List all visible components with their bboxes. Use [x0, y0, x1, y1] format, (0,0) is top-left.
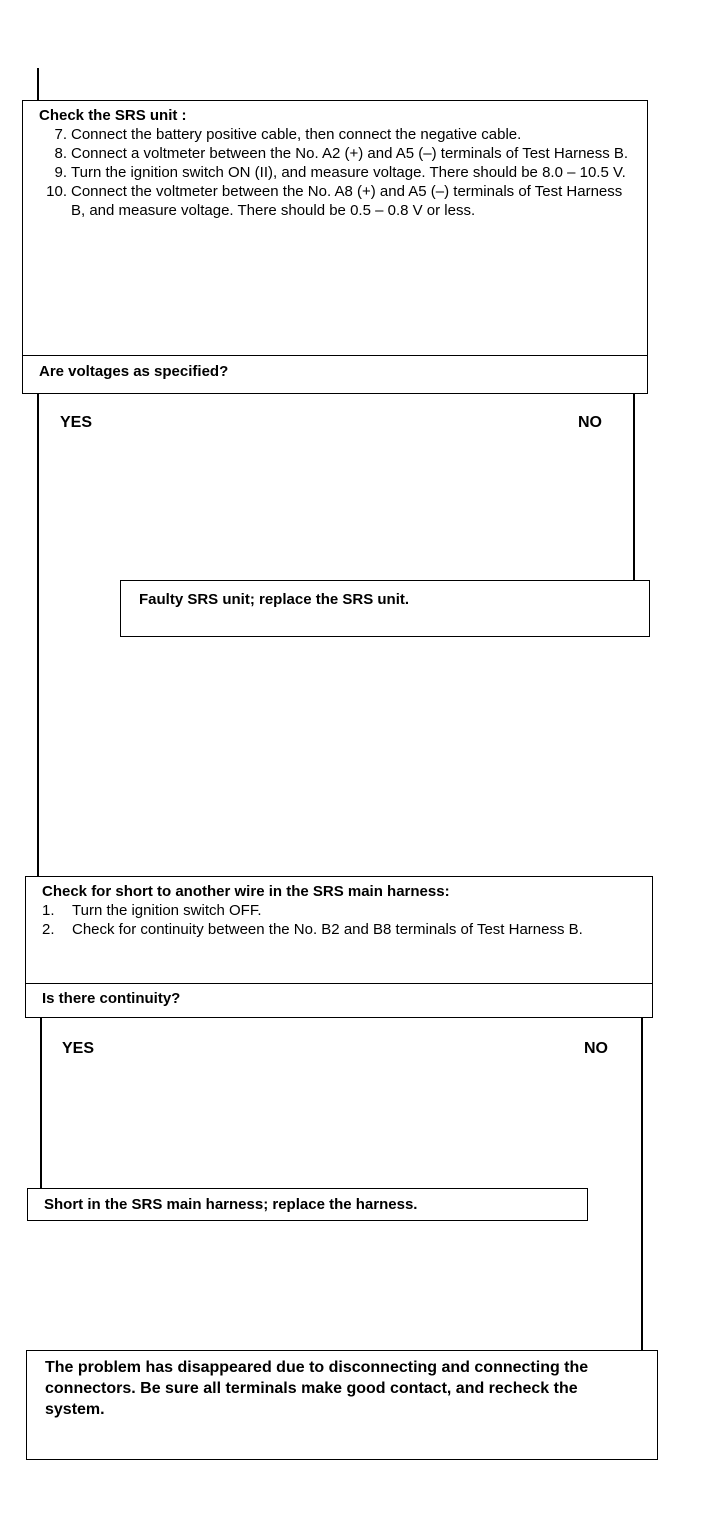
no-label-1: NO	[578, 414, 602, 431]
continuity-question: Is there continuity?	[25, 983, 653, 1018]
voltages-question: Are voltages as specified?	[22, 355, 648, 394]
no-label-2: NO	[584, 1040, 608, 1057]
list-item: 1. Turn the ignition switch OFF.	[42, 902, 262, 919]
yes-label-1: YES	[60, 414, 93, 431]
list-item: 10. Connect the voltmeter between the No. A8 (+) and A5 (–) terminals of Test Harness B, and measure voltage. There should be 0.5 – 0.8 V or less.	[46, 183, 623, 219]
flow-line-no-2	[641, 1017, 643, 1351]
check-srs-unit-steps	[39, 125, 635, 220]
list-item: 9. Turn the ignition switch ON (II), and measure voltage. There should be 8.0 – 10.5 V.	[54, 164, 626, 181]
list-item: 7. Connect the battery positive cable, then connect the negative cable.	[54, 126, 522, 143]
short-in-harness-result: Short in the SRS main harness; replace the harness.	[27, 1188, 588, 1221]
list-item: 2. Check for continuity between the No. B2 and B8 terminals of Test Harness B.	[42, 921, 583, 938]
yes-label-2: YES	[62, 1040, 95, 1057]
flow-line-top	[37, 68, 39, 102]
faulty-srs-unit-result: Faulty SRS unit; replace the SRS unit.	[120, 580, 650, 637]
flow-line-yes-2	[40, 1017, 42, 1190]
check-short-heading: Check for short to another wire in the SRS main harness:	[42, 883, 450, 900]
check-short-steps	[42, 901, 640, 939]
check-srs-unit-box	[22, 100, 648, 356]
problem-disappeared-result: The problem has disappeared due to disconnecting and connecting the connectors. Be sure all terminals make good contact, and recheck the system.	[26, 1350, 658, 1460]
check-srs-unit-heading: Check the SRS unit :	[39, 107, 187, 124]
flow-line-no-1	[633, 394, 635, 582]
flow-line-yes-1	[37, 394, 39, 878]
check-short-box	[25, 876, 653, 984]
list-item: 8. Connect a voltmeter between the No. A2 (+) and A5 (–) terminals of Test Harness B.	[54, 145, 629, 162]
